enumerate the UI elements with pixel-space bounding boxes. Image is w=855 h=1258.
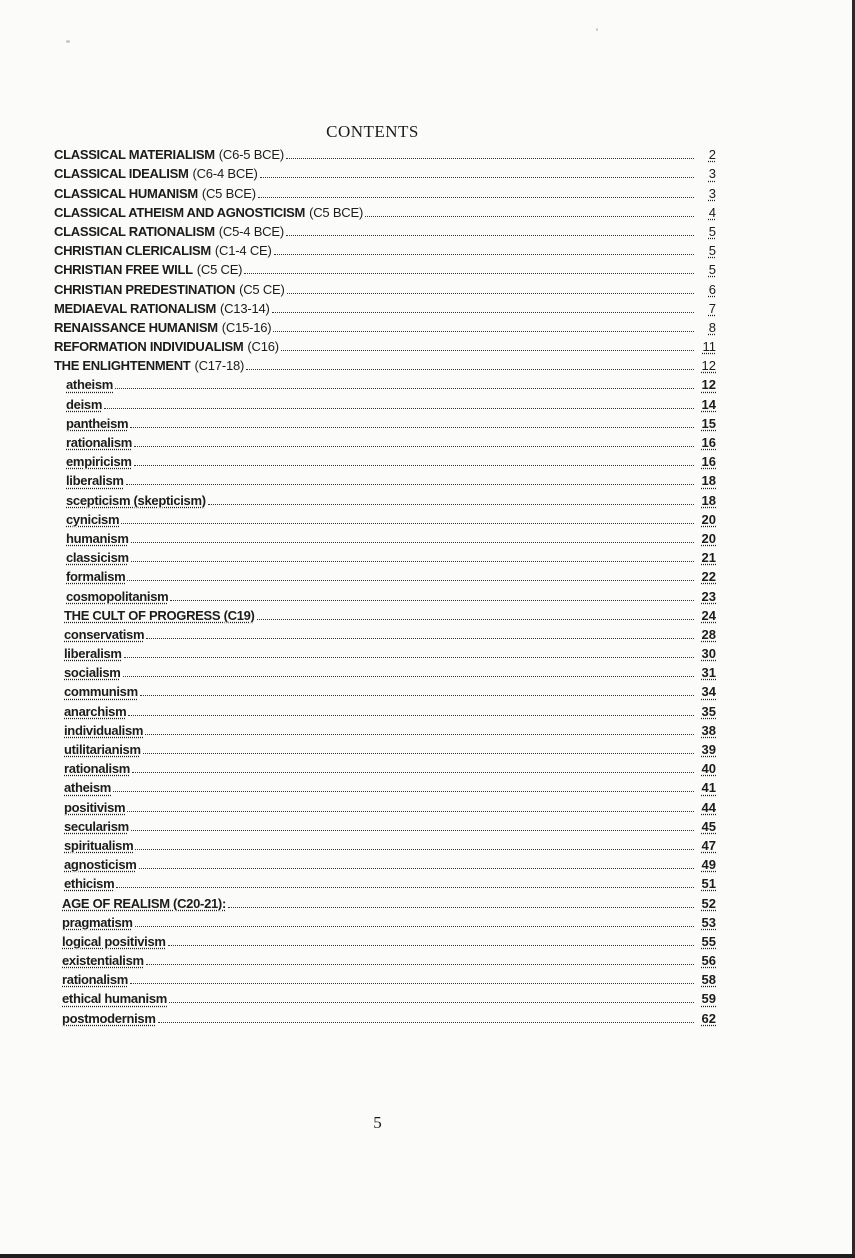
toc-entry-page: 11	[702, 339, 716, 355]
toc-entry-page: 39	[701, 742, 716, 757]
toc-entry-title: anarchism	[64, 703, 127, 719]
toc-entry-page: 24	[701, 607, 716, 623]
toc-entry-period: (C16)	[247, 339, 279, 355]
toc-entry-period: (C6-4 BCE)	[192, 166, 258, 182]
toc-entry-page: 20	[701, 511, 716, 527]
toc-entry-page: 40	[701, 761, 716, 777]
toc-entry-page: 18	[701, 492, 716, 508]
toc-entry-page: 58	[701, 972, 716, 988]
toc-entry-page: 56	[701, 953, 716, 969]
toc-entry	[54, 162, 716, 181]
toc-entry-title: rationalism	[66, 435, 133, 450]
toc-entry-page: 20	[701, 530, 716, 546]
toc-entry-page: 2	[708, 147, 716, 163]
toc-entry-title: deism	[66, 396, 103, 412]
toc-entry-period: (C5 CE)	[239, 281, 285, 297]
toc-entry	[54, 891, 716, 910]
dot-leader	[286, 158, 694, 159]
toc-entry-title: CHRISTIAN FREE WILL	[54, 262, 193, 278]
toc-entry	[54, 680, 716, 699]
toc-entry-title: existentialism	[62, 953, 144, 969]
dot-leader	[169, 1002, 694, 1003]
toc-entry	[54, 546, 716, 565]
toc-entry	[54, 354, 716, 373]
toc-entry	[54, 853, 716, 872]
toc-entry-page: 12	[701, 377, 716, 393]
toc-entry-title: MEDIAEVAL RATIONALISM	[54, 300, 216, 316]
toc-entry-title: CLASSICAL HUMANISM	[54, 185, 198, 201]
toc-entry	[54, 987, 716, 1006]
dot-leader	[115, 388, 694, 389]
dot-leader	[132, 772, 694, 773]
toc-entry-title: postmodernism	[62, 1010, 156, 1026]
page-edge	[0, 1254, 855, 1258]
toc-entry-page: 47	[701, 837, 716, 853]
toc-entry-title: CHRISTIAN PREDESTINATION	[54, 281, 236, 297]
toc-entry-page: 30	[701, 646, 716, 662]
toc-entry-title: RENAISSANCE HUMANISM	[54, 319, 218, 335]
dot-leader	[246, 369, 694, 370]
toc-entry-page: 51	[701, 876, 716, 892]
toc-entry	[54, 719, 716, 738]
dot-leader	[131, 561, 694, 562]
dot-leader	[168, 945, 694, 946]
toc-entry	[54, 738, 716, 757]
toc-entry-title: scepticism (skepticism)	[66, 492, 206, 508]
toc-entry	[54, 143, 716, 162]
toc-entry-title: secularism	[64, 818, 129, 834]
toc-entry-page: 52	[701, 895, 716, 911]
toc-entry	[54, 508, 716, 527]
dot-leader	[140, 695, 694, 696]
toc-entry	[54, 527, 716, 546]
toc-entry-title: rationalism	[62, 972, 129, 988]
toc-entry-page: 22	[701, 569, 716, 585]
toc-entry-page: 4	[708, 204, 716, 220]
toc-entry	[54, 623, 716, 642]
toc-entry-page: 5	[708, 243, 716, 259]
toc-entry-page: 44	[701, 799, 716, 815]
toc-entry	[54, 949, 716, 968]
toc-entry-period: (C5 CE)	[196, 262, 243, 278]
dot-leader	[158, 1022, 694, 1023]
toc-entry-title: agnosticism	[64, 857, 137, 873]
toc-entry	[54, 297, 716, 316]
toc-entry-period: (C5 BCE)	[309, 204, 364, 220]
toc-entry	[54, 699, 716, 718]
dot-leader	[208, 504, 694, 505]
dot-leader	[244, 273, 694, 274]
toc-entry-title: spiritualism	[64, 837, 134, 853]
toc-entry-period: (C6-5 BCE)	[218, 147, 284, 163]
toc-entry-title: socialism	[64, 665, 121, 681]
toc-entry-page: 5	[708, 223, 716, 239]
toc-entry	[54, 911, 716, 930]
dot-leader	[127, 811, 694, 812]
dot-leader	[126, 484, 694, 485]
toc-entry	[54, 392, 716, 411]
dot-leader	[257, 619, 694, 620]
dot-leader	[130, 983, 694, 984]
toc-entry-page: 16	[701, 435, 716, 450]
dot-leader	[145, 734, 694, 735]
toc-entry-title: CLASSICAL MATERIALISM	[54, 147, 215, 163]
toc-entry-title: humanism	[66, 530, 129, 546]
dot-leader	[272, 312, 694, 313]
dot-leader	[287, 293, 694, 294]
toc-entry	[54, 661, 716, 680]
toc-entry	[54, 815, 716, 834]
toc-entry-title: cosmopolitanism	[66, 588, 169, 604]
dot-leader	[365, 216, 694, 217]
toc-entry	[54, 239, 716, 258]
toc-entry	[54, 968, 716, 987]
toc-entry-page: 28	[701, 626, 716, 642]
toc-entry	[54, 431, 716, 450]
toc-entry-title: pragmatism	[62, 914, 133, 930]
dot-leader	[123, 676, 694, 677]
toc-entry-title: logical positivism	[62, 933, 166, 949]
toc-entry-title: ethical humanism	[62, 991, 168, 1007]
toc-entry	[54, 488, 716, 507]
toc-entry	[54, 201, 716, 220]
toc-entry-title: REFORMATION INDIVIDUALISM	[54, 339, 244, 355]
toc-entry	[54, 412, 716, 431]
toc-entry-title: ethicism	[64, 876, 115, 892]
toc-entry-page: 21	[701, 550, 716, 566]
toc-entry	[54, 834, 716, 853]
toc-entry-title: atheism	[66, 377, 114, 393]
toc-entry-page: 55	[701, 933, 716, 949]
dot-leader	[104, 408, 694, 409]
dot-leader	[135, 849, 694, 850]
dot-leader	[134, 446, 694, 447]
toc-entry	[54, 258, 716, 277]
toc-entry	[54, 1006, 716, 1025]
dot-leader	[274, 254, 694, 255]
toc-entry-page: 3	[708, 185, 716, 201]
toc-entry-title: rationalism	[64, 761, 131, 777]
toc-entry	[54, 316, 716, 335]
toc-entry	[54, 373, 716, 392]
toc-entry	[54, 872, 716, 891]
toc-entry-period: (C5-4 BCE)	[218, 223, 284, 239]
dot-leader	[121, 523, 694, 524]
toc-entry-page: 14	[701, 396, 716, 412]
dot-leader	[273, 331, 694, 332]
toc-entry	[54, 584, 716, 603]
toc-entry-page: 12	[701, 358, 716, 374]
dot-leader	[128, 715, 694, 716]
toc-entry-title: utilitarianism	[64, 742, 141, 757]
dot-leader	[281, 350, 694, 351]
dot-leader	[146, 964, 694, 965]
toc-entry	[54, 757, 716, 776]
dot-leader	[286, 235, 694, 236]
toc-entry-title: empiricism	[66, 454, 132, 470]
toc-entry-title: formalism	[66, 569, 126, 585]
toc-entry-page: 16	[701, 454, 716, 470]
toc-entry	[54, 565, 716, 584]
dot-leader	[130, 427, 694, 428]
toc-entry-title: AGE OF REALISM (C20-21):	[62, 895, 226, 911]
toc-entry-page: 38	[701, 722, 716, 738]
dot-leader	[134, 465, 694, 466]
toc-entry	[54, 604, 716, 623]
toc-entry	[54, 469, 716, 488]
toc-entry-title: CLASSICAL RATIONALISM	[54, 223, 215, 239]
dot-leader	[127, 580, 694, 581]
toc-entry	[54, 642, 716, 661]
page-number: 5	[373, 1113, 382, 1132]
dot-leader	[135, 926, 694, 927]
toc-entry-page: 41	[701, 780, 716, 796]
toc-entry	[54, 930, 716, 949]
table-of-contents	[54, 143, 716, 1026]
toc-entry-title: cynicism	[66, 511, 120, 527]
toc-entry-page: 6	[708, 281, 716, 297]
dot-leader	[139, 868, 694, 869]
toc-entry-page: 7	[708, 300, 716, 316]
toc-entry-title: liberalism	[66, 473, 124, 489]
toc-entry-page: 23	[701, 588, 716, 604]
toc-entry-title: classicism	[66, 550, 129, 566]
toc-entry-title: conservatism	[64, 626, 145, 642]
toc-entry-period: (C17-18)	[194, 358, 245, 374]
toc-entry-title: THE ENLIGHTENMENT	[54, 358, 191, 374]
toc-entry-title: pantheism	[66, 415, 129, 431]
toc-entry-page: 15	[701, 415, 716, 431]
toc-entry-page: 8	[708, 319, 716, 335]
dot-leader	[146, 638, 694, 639]
toc-entry-title: CLASSICAL ATHEISM AND AGNOSTICISM	[54, 204, 306, 220]
dot-leader	[143, 753, 694, 754]
dot-leader	[258, 197, 694, 198]
toc-entry-page: 18	[701, 473, 716, 489]
toc-entry	[54, 795, 716, 814]
toc-entry	[54, 450, 716, 469]
scan-speck	[596, 28, 598, 31]
dot-leader	[228, 907, 694, 908]
dot-leader	[124, 657, 694, 658]
toc-entry	[54, 776, 716, 795]
dot-leader	[260, 177, 694, 178]
dot-leader	[170, 600, 694, 601]
toc-entry-period: (C1-4 CE)	[214, 243, 272, 259]
toc-entry	[54, 277, 716, 296]
page-title: CONTENTS	[326, 122, 419, 141]
dot-leader	[116, 887, 694, 888]
toc-entry-page: 35	[701, 703, 716, 719]
toc-entry-title: positivism	[64, 799, 126, 815]
toc-entry	[54, 181, 716, 200]
toc-entry-title: CHRISTIAN CLERICALISM	[54, 243, 211, 259]
toc-entry	[54, 220, 716, 239]
toc-entry-page: 3	[708, 166, 716, 182]
toc-entry-page: 5	[708, 262, 716, 278]
dot-leader	[131, 542, 694, 543]
toc-entry-title: THE CULT OF PROGRESS (C19)	[64, 607, 255, 623]
toc-entry-page: 49	[701, 857, 716, 873]
toc-entry-page: 45	[701, 818, 716, 834]
toc-entry-title: individualism	[64, 722, 144, 738]
toc-entry-page: 31	[701, 665, 716, 681]
toc-entry-title: atheism	[64, 780, 112, 796]
toc-entry-period: (C5 BCE)	[201, 185, 256, 201]
dot-leader	[131, 830, 694, 831]
toc-entry-page: 53	[701, 914, 716, 930]
toc-entry-page: 34	[701, 684, 716, 700]
toc-entry-period: (C13-14)	[219, 300, 270, 316]
scan-speck	[66, 40, 70, 43]
dot-leader	[113, 791, 694, 792]
toc-entry-page: 59	[701, 991, 716, 1007]
toc-entry	[54, 335, 716, 354]
toc-entry-title: CLASSICAL IDEALISM	[54, 166, 189, 182]
toc-entry-title: liberalism	[64, 646, 122, 662]
toc-entry-period: (C15-16)	[221, 319, 272, 335]
toc-entry-page: 62	[701, 1010, 716, 1026]
toc-entry-title: communism	[64, 684, 138, 700]
